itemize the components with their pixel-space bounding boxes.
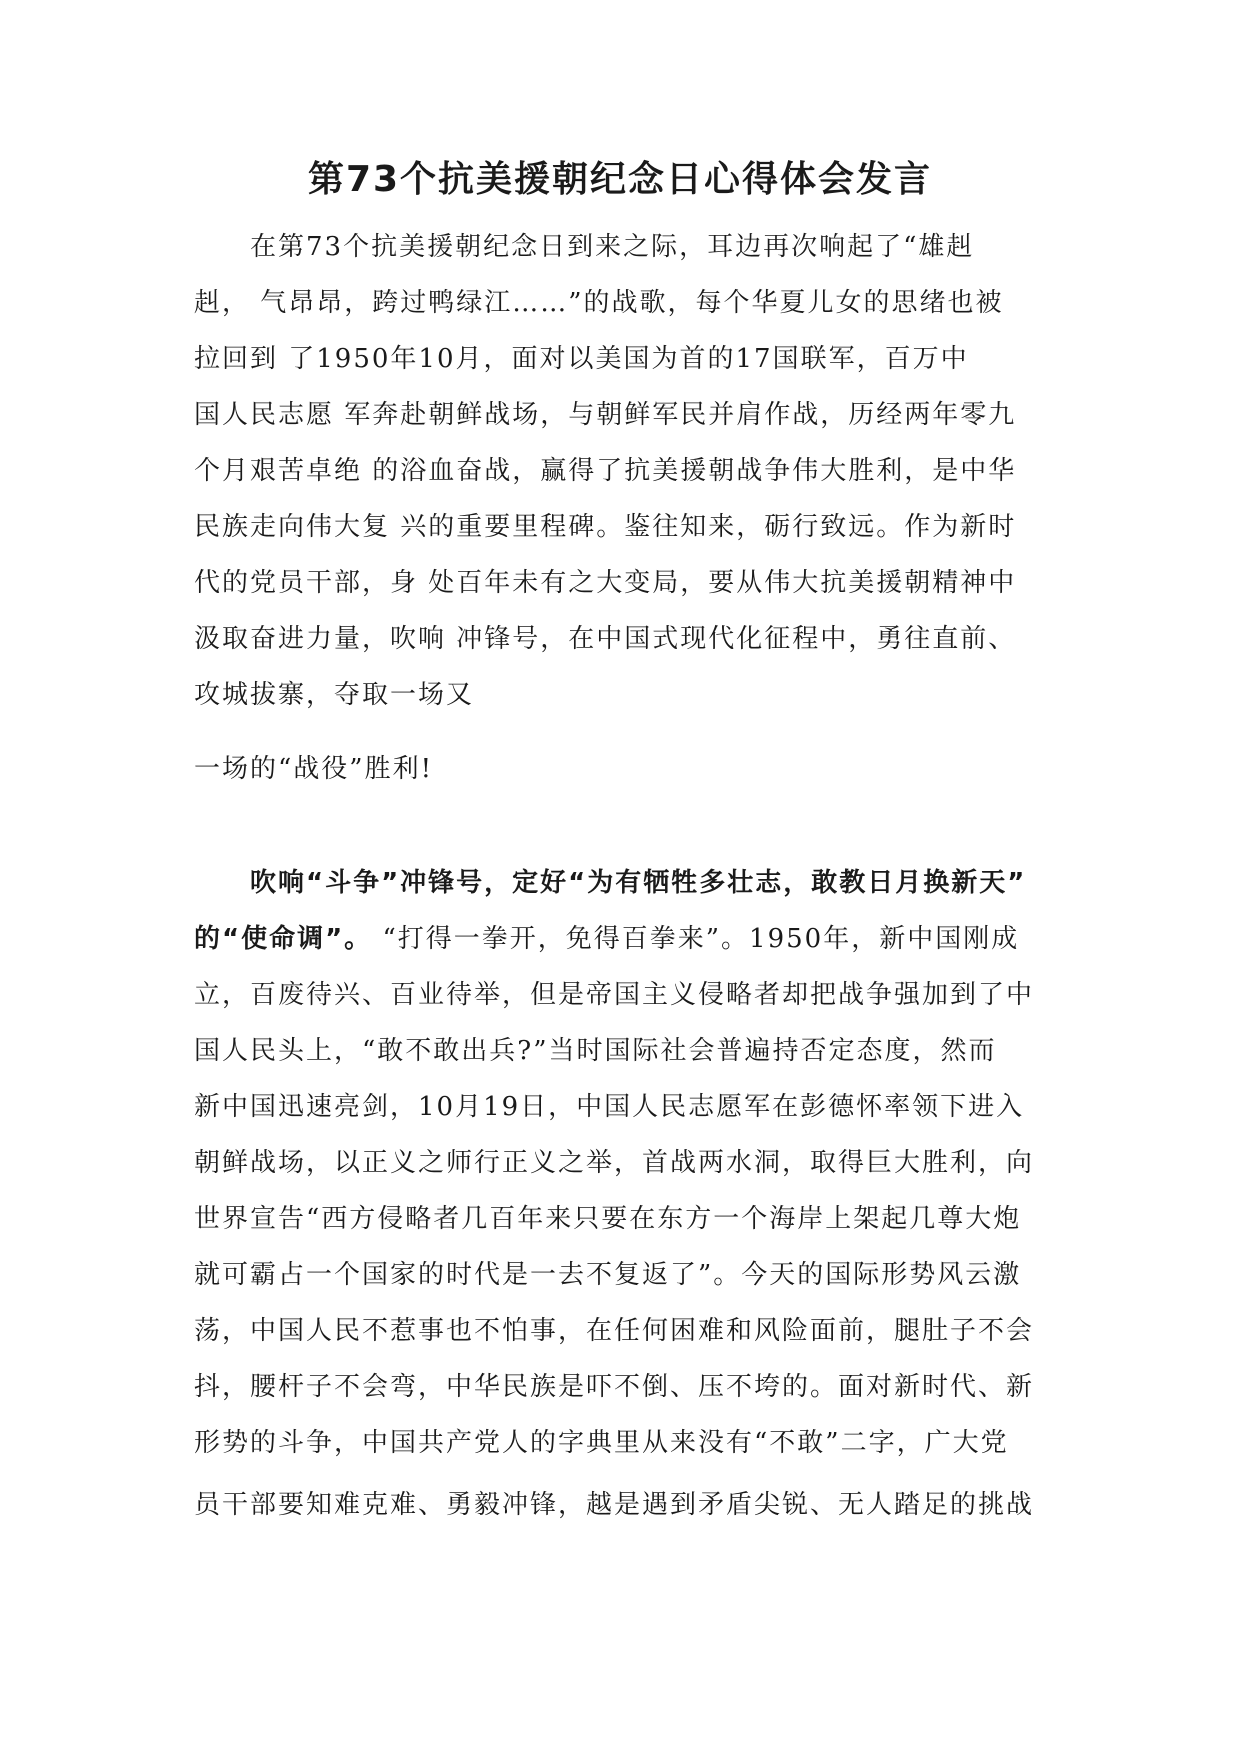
section-line: 员干部要知难克难、勇毅冲锋，越是遇到矛盾尖锐、无人踏足的挑战 — [194, 1490, 1035, 1520]
section-line-text: “打得一拳开，免得百拳来”。1950年，新中国刚成 — [372, 924, 1020, 954]
section-line: 新中国迅速亮剑，10月19日，中国人民志愿军在彭德怀率领下进入 — [194, 1092, 1025, 1122]
intro-line: 拉回到 了1950年10月，面对以美国为首的17国联军，百万中 — [194, 344, 969, 374]
intro-line: 赳， 气昂昂，跨过鸭绿江……”的战歌，每个华夏儿女的思绪也被 — [194, 288, 1004, 318]
intro-line: 民族走向伟大复 兴的重要里程碑。鉴往知来，砺行致远。作为新时 — [194, 512, 1017, 542]
intro-line: 个月艰苦卓绝 的浴血奋战，赢得了抗美援朝战争伟大胜利，是中华 — [194, 456, 1017, 486]
document-title: 第73个抗美援朝纪念日心得体会发言 — [307, 159, 933, 200]
section-line — [194, 922, 1064, 956]
section-line: 立，百废待兴、百业待举，但是帝国主义侵略者却把战争强加到了中 — [194, 980, 1035, 1010]
section-line: 国人民头上，“敢不敢出兵?”当时国际社会普遍持否定态度，然而 — [194, 1036, 997, 1066]
section-line: 朝鲜战场，以正义之师行正义之举，首战两水洞，取得巨大胜利，向 — [194, 1148, 1035, 1178]
intro-line: 攻城拔寨，夺取一场又 — [194, 680, 475, 710]
intro-line: 在第73个抗美援朝纪念日到来之际，耳边再次响起了“雄赳 — [250, 232, 975, 262]
intro-line: 国人民志愿 军奔赴朝鲜战场，与朝鲜军民并肩作战，历经两年零九 — [194, 400, 1017, 430]
section-heading: 吹响“斗争”冲锋号，定好“为有牺牲多壮志，敢教日月换新天” — [250, 868, 1027, 898]
section-line: 世界宣告“西方侵略者几百年来只要在东方一个海岸上架起几尊大炮 — [194, 1204, 1022, 1234]
section-heading-end: 的“使命调”。 — [194, 924, 373, 954]
section-line: 荡，中国人民不惹事也不怕事，在任何困难和风险面前，腿肚子不会 — [194, 1316, 1035, 1346]
intro-line: 代的党员干部，身 处百年未有之大变局，要从伟大抗美援朝精神中 — [194, 568, 1017, 598]
section-line: 抖，腰杆子不会弯，中华民族是吓不倒、压不垮的。面对新时代、新 — [194, 1372, 1035, 1402]
intro-line: 一场的“战役”胜利! — [194, 754, 434, 784]
section-line: 就可霸占一个国家的时代是一去不复返了”。今天的国际形势风云激 — [194, 1260, 1022, 1290]
section-line: 形势的斗争，中国共产党人的字典里从来没有“不敢”二字，广大党 — [194, 1428, 1009, 1458]
intro-line: 汲取奋进力量，吹响 冲锋号，在中国式现代化征程中，勇往直前、 — [194, 624, 1017, 654]
